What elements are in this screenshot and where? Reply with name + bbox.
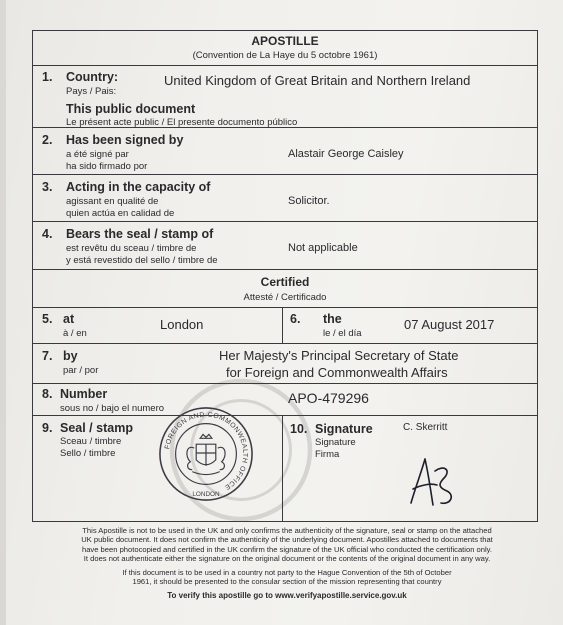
certified-sublabel: Attesté / Certificado (243, 292, 327, 303)
capacity-sublabel-fr: agissant en qualité de (66, 196, 159, 207)
place-date-divider (282, 308, 283, 344)
document-sublabel: Le présent acte public / El presente documento público (66, 117, 298, 128)
number-sublabel: sous no / bajo el numero (60, 403, 165, 414)
bears-seal-label: Bears the seal / stamp of (66, 227, 214, 241)
issuer-row (33, 344, 537, 384)
capacity-label: Acting in the capacity of (66, 180, 211, 194)
bears-seal-sublabel-es: y está revestido del sello / timbre de (66, 255, 218, 266)
form-title: APOSTILLE (251, 34, 319, 48)
signatory-name: C. Skerritt (403, 422, 448, 433)
country-row (33, 66, 537, 128)
bears-seal-row (33, 222, 537, 270)
field-number: 7. (42, 349, 53, 363)
certified-label: Certified (260, 275, 310, 289)
country-label: Country: (66, 70, 119, 84)
by-value-line2: for Foreign and Commonwealth Affairs (226, 365, 448, 380)
footer-notes (62, 526, 512, 601)
at-value: London (160, 317, 204, 332)
signed-by-sublabel-es: ha sido firmado por (66, 161, 148, 172)
field-number: 6. (290, 312, 301, 326)
by-label: by (63, 349, 78, 363)
seal-stamp-sublabel-fr: Sceau / timbre (60, 436, 122, 447)
form-subtitle: (Convention de La Haye du 5 octobre 1961) (192, 50, 378, 61)
apostille-form (32, 30, 538, 522)
at-sublabel: à / en (63, 328, 87, 339)
number-label: Number (60, 387, 108, 401)
country-sublabel: Pays / Pais: (66, 86, 117, 97)
seal-bottom-text: LONDON (192, 491, 220, 499)
certified-row (33, 270, 537, 308)
bears-seal-value: Not applicable (288, 242, 358, 254)
footer-line: UK public document. It does not confirm the authenticity of the underlying document. Apostilles attached to documents that (81, 535, 493, 545)
signature-sublabel-es: Firma (315, 449, 340, 460)
signature-sublabel-fr: Signature (315, 437, 356, 448)
signed-by-value: Alastair George Caisley (288, 148, 404, 160)
signed-by-label: Has been signed by (66, 133, 184, 147)
field-number: 9. (42, 421, 53, 435)
seal-stamp-label: Seal / stamp (60, 421, 133, 435)
at-label: at (63, 312, 75, 326)
number-value: APO-479296 (288, 390, 369, 406)
the-value: 07 August 2017 (404, 317, 495, 332)
document-label: This public document (66, 102, 196, 116)
place-date-row (33, 308, 537, 344)
seal-signature-divider (282, 416, 283, 521)
signed-by-sublabel-fr: a été signé par (66, 149, 129, 160)
footer-line: It does not authenticate either the signature on the original document or the contents of the original document in any way. (83, 554, 491, 564)
country-value: United Kingdom of Great Britain and Northern Ireland (164, 73, 471, 88)
seal-stamp-sublabel-es: Sello / timbre (60, 448, 116, 459)
capacity-value: Solicitor. (288, 195, 330, 207)
seal-ring-text: FOREIGN AND COMMONWEALTH OFFICE (164, 411, 249, 491)
field-number: 2. (42, 133, 53, 147)
apostille-paper (6, 0, 563, 625)
by-value-line1: Her Majesty's Principal Secretary of State (219, 348, 459, 363)
verify-link-text: To verify this apostille go to www.verifyapostille.service.gov.uk (167, 591, 407, 601)
handwritten-signature-icon (401, 449, 463, 511)
number-row (33, 384, 537, 416)
header-row (33, 31, 537, 66)
capacity-sublabel-es: quien actúa en calidad de (66, 208, 175, 219)
footer-line: If this document is to be used in a country not party to the Hague Convention of the 5th of October (122, 567, 452, 577)
footer-line: have been photocopied and certified in the UK confirm the signature of the UK official who conducted the certification only. (81, 544, 493, 554)
bears-seal-sublabel-fr: est revêtu du sceau / timbre de (66, 243, 197, 254)
footer-line: This Apostille is not to be used in the UK and only confirms the authenticity of the signature, seal or stamp on the attached (82, 526, 492, 535)
field-number: 4. (42, 227, 53, 241)
footer-line: 1961, it should be presented to the consular section of the mission representing that country (132, 577, 442, 587)
field-number: 3. (42, 180, 53, 194)
field-number: 1. (42, 70, 53, 84)
field-number: 8. (42, 387, 53, 401)
signature-label: Signature (315, 422, 373, 436)
the-sublabel: le / el día (323, 328, 362, 339)
signed-by-row (33, 128, 537, 175)
by-sublabel: par / por (63, 365, 99, 376)
capacity-row (33, 175, 537, 222)
field-number: 10. (290, 422, 308, 436)
the-label: the (323, 312, 342, 326)
field-number: 5. (42, 312, 53, 326)
official-seal-icon (157, 405, 255, 503)
